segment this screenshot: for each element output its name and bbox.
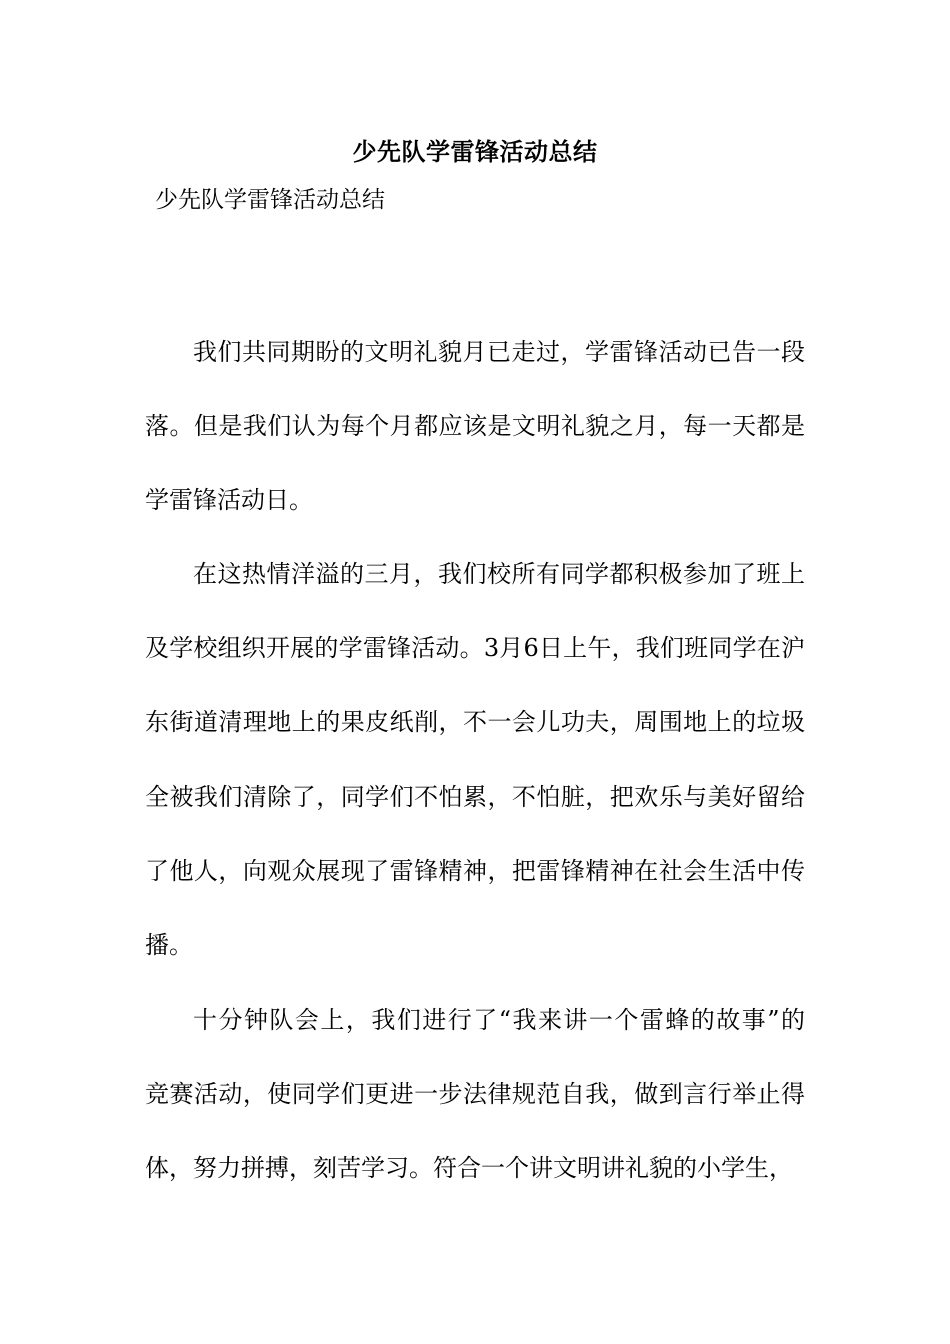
paragraph-2-line-5: 了他人，向观众展现了雷锋精神，把雷锋精神在社会生活中传: [145, 857, 805, 885]
paragraph-2-line-4: 全被我们清除了，同学们不怕累，不怕脏，把欢乐与美好留给: [145, 783, 805, 811]
paragraph-3-line-3: 体，努力拼搏，刻苦学习。符合一个讲文明讲礼貌的小学生，: [145, 1154, 793, 1182]
document-subtitle: 少先队学雷锋活动总结: [155, 187, 385, 213]
paragraph-1-line-3: 学雷锋活动日。: [145, 486, 313, 514]
paragraph-3-line-1: 十分钟队会上，我们进行了“我来讲一个雷蜂的故事”的: [193, 1006, 805, 1034]
paragraph-2-line-1: 在这热情洋溢的三月，我们校所有同学都积极参加了班上: [193, 560, 805, 588]
paragraph-1-line-1: 我们共同期盼的文明礼貌月已走过，学雷锋活动已告一段: [193, 338, 805, 366]
paragraph-1-line-2: 落。但是我们认为每个月都应该是文明礼貌之月，每一天都是: [145, 412, 805, 440]
paragraph-2-line-6: 播。: [145, 931, 193, 959]
paragraph-2-line-3: 东街道清理地上的果皮纸削，不一会儿功夫，周围地上的垃圾: [145, 708, 805, 736]
paragraph-3-line-2: 竞赛活动，使同学们更进一步法律规范自我，做到言行举止得: [145, 1080, 805, 1108]
document-title: 少先队学雷锋活动总结: [352, 138, 598, 166]
paragraph-2-line-2: 及学校组织开展的学雷锋活动。3月6日上午，我们班同学在沪: [145, 634, 805, 662]
